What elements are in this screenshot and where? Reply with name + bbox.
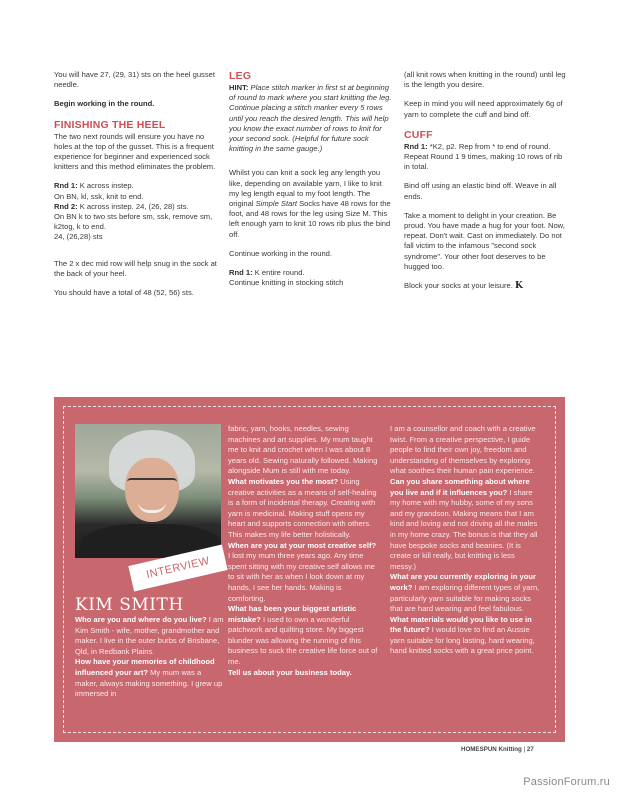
a-motivates: Using creative activities as a means of self-healing is a form of incidental therapy. Creating with yarn is medicinal. Making stuff opens my heart and supports connection with others. This makes my life better holistically.	[228, 476, 377, 539]
childhood-continued: fabric, yarn, hooks, needles, sewing machines and art supplies. My mum taught me to knit and crochet when I was about 8 years old. Sewing naturally followed. Making alongside Mum is still with me today.	[228, 424, 378, 476]
q-exploring: What are you currently exploring in your work?	[390, 572, 536, 592]
cuff-heading: CUFF	[404, 128, 433, 141]
q-childhood: How have your memories of childhood influenced your art?	[75, 657, 215, 677]
rnd1-label: Rnd 1:	[54, 181, 78, 191]
finishing-heel-heading: FINISHING THE HEEL	[54, 118, 166, 131]
q-business: Tell us about your business today.	[228, 667, 352, 677]
leg-rnd1-label: Rnd 1:	[229, 268, 253, 278]
interview-column-3	[390, 424, 542, 657]
interview-column-2	[228, 424, 380, 678]
a-who: I am Kim Smith - wife, mother, grandmother and maker. I live in the outer burbs of Brisbane, Qld, in Redbank Plains.	[75, 615, 224, 656]
begin-round-text: Begin working in the round.	[54, 99, 155, 109]
a-childhood: My mum was a maker, always making something. I grew up immersed in	[75, 667, 223, 699]
portrait-photo	[75, 424, 221, 558]
leg-length-text-a: Whilst you can knit a sock leg any length you like, depending on available yarn, I like to knit my leg length equal to my foot length. The original	[229, 168, 382, 209]
hint-text: Place stitch marker in first st at beginning of round to mark where you start knitting the leg. Continue placing a stitch marker every 5 rows until you reach the desired length. This will help you know the exact number of rows to knit for your second sock. (Helpful for future sock knitting in the same gauge.)	[229, 83, 392, 154]
interview-column-1	[75, 615, 225, 700]
q-who: Who are you and where do you live?	[75, 615, 207, 624]
q-materials: What materials would you like to use in the future?	[390, 614, 532, 635]
dec-row-text: The 2 x dec mid row will help snug in the sock at the back of your heel.	[54, 258, 217, 278]
hint-label: HINT:	[229, 83, 249, 92]
rnd1-line2: On BN, kl, ssk, knit to end.	[54, 191, 144, 201]
cuff-rnd1-text: *K2, p2. Rep from * to end of round. Repeat Round 1 9 times, making 10 rows of rib in total.	[404, 141, 563, 172]
bind-off-text: Bind off using an elastic bind off. Weave in all ends.	[404, 181, 557, 201]
page-number: 27	[526, 746, 534, 753]
a-creative-self: I lost my mum three years ago. Any time spent sitting with my creative self allows me to sit with her as when I look down at my hands, I see her hands. Making is comforting.	[228, 551, 375, 603]
yarn-amount-text: Keep in mind you will need approximately 6g of yarn to complete the cuff and bind off.	[404, 99, 563, 119]
pattern-column-2	[229, 70, 394, 297]
rnd2-label: Rnd 2:	[54, 201, 78, 211]
knit-rows-text: (all knit rows when knitting in the round) until leg is the length you desire.	[404, 70, 566, 90]
interviewee-name: KIM SMITH	[75, 595, 184, 615]
leg-length-text-b: Socks have 48 rows for the foot, and 48 rows for the leg using Size M. This left enough yarn to knit 10 rows rib plus the bind off.	[229, 199, 391, 239]
delight-text: Take a moment to delight in your creation. Be proud. You have made a hug for your foot. Now, repeat. Don't wait. Cast on immediately. Do not fall victim to the infamous "second sock syndrome". Your other foot deserves to be hugged too.	[404, 210, 565, 271]
total-sts-text: You should have a total of 48 (52, 56) sts.	[54, 288, 194, 298]
rnd2-text: K across instep. 24, (26, 28) sts.	[77, 201, 189, 211]
rnd2-line2: On BN k to two sts before sm, ssk, remove sm, k2tog, k to end.	[54, 212, 213, 232]
continue-round-text: Continue working in the round.	[229, 248, 333, 258]
a-where-live: I share my home with my hubby, some of my sons and my grandson. Making means that I am kind and loving and not driving all the males in my home crazy. The bonus is that they all have bespoke socks and beanies. (It is create or kill really, but knitting is less messy.)	[390, 487, 538, 571]
block-socks-text: Block your socks at your leisure.	[404, 281, 513, 291]
leg-length-italic: Simple Start	[255, 199, 297, 209]
leg-heading: LEG	[229, 70, 252, 82]
q-motivates: What motivates you the most?	[228, 476, 339, 486]
footer-separator: |	[521, 746, 527, 753]
pattern-column-3	[404, 70, 569, 300]
rnd2-line3: 24, (26,28) sts	[54, 232, 103, 242]
leg-rnd1-line2: Continue knitting in stocking stitch	[229, 278, 344, 288]
a-exploring: I am exploring different types of yarn, particularly yarn suitable for making socks that are hard wearing and feel fabulous.	[390, 582, 540, 614]
leg-rnd1-text: K entire round.	[252, 268, 305, 278]
business-answer: I am a counsellor and coach with a creative twist. From a creative perspective, I guide people to find their own joy, freedom and understanding of themselves by exploring what soothes their human pain experience.	[390, 424, 536, 476]
interview-panel	[54, 397, 565, 742]
heel-intro-text: The two next rounds will ensure you have no holes at the top of the gusset. This is a frequent experience for beginner and experienced sock knitters and this method eliminates the problem.	[54, 131, 216, 172]
a-materials: I would love to find an Aussie yarn suitable for long lasting, hard wearing, hand knitted socks with a great price point.	[390, 625, 535, 656]
q-mistake: What has been your biggest artistic mistake?	[228, 604, 357, 624]
cuff-rnd1-label: Rnd 1:	[404, 141, 428, 151]
magazine-brand: HOMESPUN Knitting	[461, 746, 522, 753]
pattern-column-1	[54, 70, 219, 307]
page-footer	[461, 746, 534, 753]
a-mistake: I used to own a wonderful patchwork and quilting store. My biggest blunder was allowing the running of this business to suck the creative life force out of me.	[228, 614, 378, 667]
watermark: PassionForum.ru	[523, 776, 610, 788]
gusset-sts-text: You will have 27, (29, 31) sts on the heel gusset needle.	[54, 70, 215, 90]
end-mark: K	[515, 281, 523, 292]
q-where-live: Can you share something about where you live and if it influences you?	[390, 476, 530, 497]
rnd1-text: K across instep.	[77, 181, 134, 191]
interview-tag: INTERVIEW	[128, 545, 227, 592]
q-creative-self: When are you at your most creative self?	[228, 540, 377, 550]
